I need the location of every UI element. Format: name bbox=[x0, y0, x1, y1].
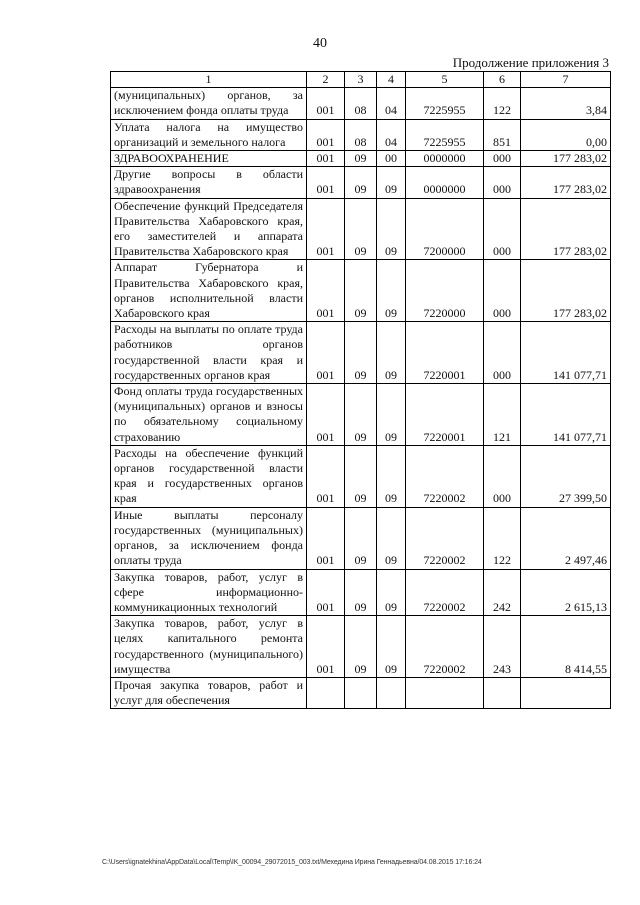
table-row bbox=[111, 616, 611, 678]
amount-cell: 177 283,02 bbox=[521, 151, 611, 167]
ministry-code-cell: 001 bbox=[307, 260, 345, 322]
expense-type-cell: 851 bbox=[484, 119, 521, 150]
row-name-cell: Уплата налога на имущество организаций и земельного налога bbox=[111, 119, 307, 150]
subsection-code-cell: 04 bbox=[377, 119, 406, 150]
row-name-cell: Закупка товаров, работ, услуг в сфере информационно-коммуникационных технологий bbox=[111, 569, 307, 616]
column-header: 7 bbox=[521, 72, 611, 88]
target-article-cell bbox=[406, 677, 484, 708]
expense-type-cell: 242 bbox=[484, 569, 521, 616]
table-row bbox=[111, 260, 611, 322]
amount-cell bbox=[521, 677, 611, 708]
section-code-cell bbox=[345, 677, 377, 708]
amount-cell: 141 077,71 bbox=[521, 384, 611, 446]
table-row bbox=[111, 507, 611, 569]
section-code-cell: 09 bbox=[345, 260, 377, 322]
page-number: 40 bbox=[313, 36, 327, 51]
row-name-cell: ЗДРАВООХРАНЕНИЕ bbox=[111, 151, 307, 167]
ministry-code-cell: 001 bbox=[307, 167, 345, 198]
section-code-cell: 09 bbox=[345, 569, 377, 616]
ministry-code-cell: 001 bbox=[307, 384, 345, 446]
section-code-cell: 09 bbox=[345, 616, 377, 678]
section-code-cell: 09 bbox=[345, 198, 377, 260]
ministry-code-cell bbox=[307, 677, 345, 708]
ministry-code-cell: 001 bbox=[307, 445, 345, 507]
ministry-code-cell: 001 bbox=[307, 616, 345, 678]
subsection-code-cell: 09 bbox=[377, 322, 406, 384]
target-article-cell: 7220001 bbox=[406, 384, 484, 446]
row-name-cell: Иные выплаты персоналу государственных (муниципальных) органов, за исключением фонда оплаты труда bbox=[111, 507, 307, 569]
amount-cell: 8 414,55 bbox=[521, 616, 611, 678]
ministry-code-cell: 001 bbox=[307, 507, 345, 569]
column-header: 4 bbox=[377, 72, 406, 88]
target-article-cell: 7220001 bbox=[406, 322, 484, 384]
target-article-cell: 7220002 bbox=[406, 445, 484, 507]
amount-cell: 2 615,13 bbox=[521, 569, 611, 616]
table-row bbox=[111, 677, 611, 708]
subsection-code-cell: 04 bbox=[377, 88, 406, 119]
amount-cell: 177 283,02 bbox=[521, 260, 611, 322]
expense-type-cell: 122 bbox=[484, 507, 521, 569]
section-code-cell: 09 bbox=[345, 445, 377, 507]
table-row bbox=[111, 198, 611, 260]
subsection-code-cell: 09 bbox=[377, 616, 406, 678]
subsection-code-cell: 09 bbox=[377, 198, 406, 260]
amount-cell: 27 399,50 bbox=[521, 445, 611, 507]
expense-type-cell: 000 bbox=[484, 151, 521, 167]
row-name-cell: Закупка товаров, работ, услуг в целях капитального ремонта государственного (муниципального) имущества bbox=[111, 616, 307, 678]
row-name-cell: Обеспечение функций Председателя Правительства Хабаровского края, его заместителей и аппарата Правительства Хабаровского края bbox=[111, 198, 307, 260]
section-code-cell: 09 bbox=[345, 167, 377, 198]
table-row bbox=[111, 119, 611, 150]
section-code-cell: 09 bbox=[345, 507, 377, 569]
table-row bbox=[111, 384, 611, 446]
row-name-cell: Другие вопросы в области здравоохранения bbox=[111, 167, 307, 198]
ministry-code-cell: 001 bbox=[307, 151, 345, 167]
target-article-cell: 7220002 bbox=[406, 569, 484, 616]
column-number-row bbox=[111, 72, 611, 88]
continuation-heading: Продолжение приложения 3 bbox=[452, 55, 609, 70]
row-name-cell: Расходы на выплаты по оплате труда работников органов государственной власти края и государственных органов края bbox=[111, 322, 307, 384]
ministry-code-cell: 001 bbox=[307, 88, 345, 119]
footer-file-path: C:\Users\ignatekhina\AppData\Local\Temp\IK_00094_29072015_003.txt/Мехедина Ирина Геннадьевна/04.08.2015 17:16:24 bbox=[102, 859, 482, 866]
target-article-cell: 7220002 bbox=[406, 616, 484, 678]
table-row bbox=[111, 151, 611, 167]
table-row bbox=[111, 88, 611, 119]
subsection-code-cell: 00 bbox=[377, 151, 406, 167]
section-code-cell: 08 bbox=[345, 88, 377, 119]
section-code-cell: 08 bbox=[345, 119, 377, 150]
ministry-code-cell: 001 bbox=[307, 198, 345, 260]
amount-cell: 177 283,02 bbox=[521, 167, 611, 198]
ministry-code-cell: 001 bbox=[307, 119, 345, 150]
expense-type-cell: 243 bbox=[484, 616, 521, 678]
amount-cell: 141 077,71 bbox=[521, 322, 611, 384]
column-header: 5 bbox=[406, 72, 484, 88]
row-name-cell: (муниципальных) органов, за исключением фонда оплаты труда bbox=[111, 88, 307, 119]
target-article-cell: 0000000 bbox=[406, 167, 484, 198]
budget-table bbox=[110, 71, 611, 709]
ministry-code-cell: 001 bbox=[307, 569, 345, 616]
amount-cell: 177 283,02 bbox=[521, 198, 611, 260]
expense-type-cell: 000 bbox=[484, 322, 521, 384]
ministry-code-cell: 001 bbox=[307, 322, 345, 384]
row-name-cell: Расходы на обеспечение функций органов государственной власти края и государственных органов края bbox=[111, 445, 307, 507]
section-code-cell: 09 bbox=[345, 322, 377, 384]
target-article-cell: 7225955 bbox=[406, 119, 484, 150]
target-article-cell: 0000000 bbox=[406, 151, 484, 167]
expense-type-cell: 000 bbox=[484, 167, 521, 198]
column-header: 3 bbox=[345, 72, 377, 88]
target-article-cell: 7225955 bbox=[406, 88, 484, 119]
expense-type-cell: 122 bbox=[484, 88, 521, 119]
column-header: 2 bbox=[307, 72, 345, 88]
column-header: 1 bbox=[111, 72, 307, 88]
row-name-cell: Фонд оплаты труда государственных (муниципальных) органов и взносы по обязательному социальному страхованию bbox=[111, 384, 307, 446]
table-row bbox=[111, 322, 611, 384]
subsection-code-cell: 09 bbox=[377, 260, 406, 322]
expense-type-cell: 000 bbox=[484, 198, 521, 260]
expense-type-cell: 000 bbox=[484, 445, 521, 507]
subsection-code-cell: 09 bbox=[377, 507, 406, 569]
subsection-code-cell bbox=[377, 677, 406, 708]
target-article-cell: 7220002 bbox=[406, 507, 484, 569]
table-row bbox=[111, 569, 611, 616]
subsection-code-cell: 09 bbox=[377, 445, 406, 507]
section-code-cell: 09 bbox=[345, 151, 377, 167]
row-name-cell: Прочая закупка товаров, работ и услуг для обеспечения bbox=[111, 677, 307, 708]
column-header: 6 bbox=[484, 72, 521, 88]
subsection-code-cell: 09 bbox=[377, 384, 406, 446]
expense-type-cell bbox=[484, 677, 521, 708]
amount-cell: 2 497,46 bbox=[521, 507, 611, 569]
subsection-code-cell: 09 bbox=[377, 167, 406, 198]
target-article-cell: 7220000 bbox=[406, 260, 484, 322]
amount-cell: 3,84 bbox=[521, 88, 611, 119]
row-name-cell: Аппарат Губернатора и Правительства Хабаровского края, органов исполнительной власти Хабаровского края bbox=[111, 260, 307, 322]
table-row bbox=[111, 445, 611, 507]
section-code-cell: 09 bbox=[345, 384, 377, 446]
expense-type-cell: 121 bbox=[484, 384, 521, 446]
amount-cell: 0,00 bbox=[521, 119, 611, 150]
target-article-cell: 7200000 bbox=[406, 198, 484, 260]
subsection-code-cell: 09 bbox=[377, 569, 406, 616]
table-row bbox=[111, 167, 611, 198]
expense-type-cell: 000 bbox=[484, 260, 521, 322]
